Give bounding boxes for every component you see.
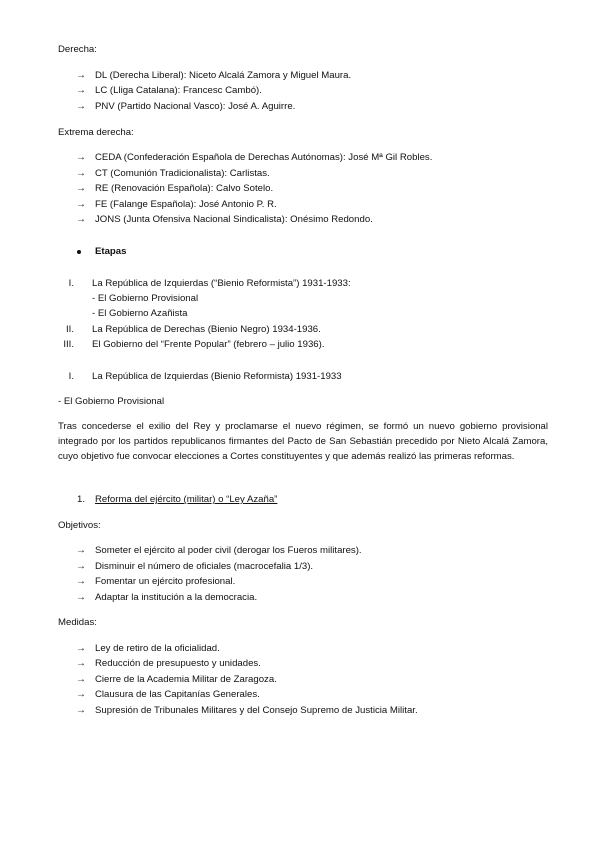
objetivo-item: Adaptar la institución a la democracia. bbox=[95, 592, 258, 603]
etapa-subitem: - El Gobierno Provisional bbox=[92, 293, 199, 304]
objetivo-item: Someter el ejército al poder civil (derogar los Fueros militares). bbox=[95, 545, 362, 556]
objetivos-heading: Objetivos: bbox=[58, 520, 101, 531]
extrema-derecha-item: CEDA (Confederación Española de Derechas Autónomas): José Mª Gil Robles. bbox=[95, 152, 433, 163]
section-numeral: I. bbox=[68, 371, 74, 382]
arrow-right-icon: → bbox=[76, 199, 86, 210]
medida-item: Ley de retiro de la oficialidad. bbox=[95, 643, 220, 654]
reforma-number: 1. bbox=[77, 494, 86, 505]
medida-item: Cierre de la Academia Militar de Zaragoza. bbox=[95, 674, 277, 685]
gobierno-provisional-paragraph: Tras concederse el exilio del Rey y proclamarse el nuevo régimen, se formó un nuevo gobierno provisional integrado por los partidos republicanos firmantes del Pacto de San Sebastián precedido por Nieto Alcalá Zamora, cuyo objetivo fue convocar elecciones a Cortes constituyentes y que además realizó las primeras reformas. bbox=[58, 421, 548, 462]
arrow-right-icon: → bbox=[76, 183, 86, 194]
arrow-right-icon: → bbox=[76, 214, 86, 225]
objetivo-item: Fomentar un ejército profesional. bbox=[95, 576, 236, 587]
arrow-right-icon: → bbox=[76, 101, 86, 112]
objetivo-item: Disminuir el número de oficiales (macrocefalia 1/3). bbox=[95, 561, 314, 572]
arrow-right-icon: → bbox=[76, 168, 86, 179]
derecha-item: LC (Lliga Catalana): Francesc Cambó). bbox=[95, 85, 262, 96]
bullet-dot-icon bbox=[77, 250, 81, 254]
arrow-right-icon: → bbox=[76, 674, 86, 685]
section-title: La República de Izquierdas (Bienio Reformista) 1931-1933 bbox=[92, 371, 342, 382]
extrema-derecha-item: JONS (Junta Ofensiva Nacional Sindicalista): Onésimo Redondo. bbox=[95, 214, 373, 225]
extrema-derecha-heading: Extrema derecha: bbox=[58, 127, 134, 138]
extrema-derecha-item: CT (Comunión Tradicionalista): Carlistas. bbox=[95, 168, 270, 179]
arrow-right-icon: → bbox=[76, 545, 86, 556]
arrow-right-icon: → bbox=[76, 85, 86, 96]
arrow-right-icon: → bbox=[76, 643, 86, 654]
extrema-derecha-item: FE (Falange Española): José Antonio P. R. bbox=[95, 199, 277, 210]
arrow-right-icon: → bbox=[76, 658, 86, 669]
arrow-right-icon: → bbox=[76, 70, 86, 81]
medida-item: Clausura de las Capitanías Generales. bbox=[95, 689, 260, 700]
arrow-right-icon: → bbox=[76, 705, 86, 716]
etapa-numeral: II. bbox=[66, 324, 74, 335]
reforma-title: Reforma del ejército (militar) o “Ley Azaña” bbox=[95, 494, 278, 505]
etapa-item: El Gobierno del “Frente Popular” (febrero – julio 1936). bbox=[92, 339, 325, 350]
medida-item: Supresión de Tribunales Militares y del Consejo Supremo de Justicia Militar. bbox=[95, 705, 418, 716]
extrema-derecha-item: RE (Renovación Española): Calvo Sotelo. bbox=[95, 183, 274, 194]
derecha-heading: Derecha: bbox=[58, 44, 97, 55]
etapas-heading: Etapas bbox=[95, 246, 127, 257]
arrow-right-icon: → bbox=[76, 576, 86, 587]
arrow-right-icon: → bbox=[76, 689, 86, 700]
medidas-heading: Medidas: bbox=[58, 617, 97, 628]
arrow-right-icon: → bbox=[76, 561, 86, 572]
derecha-item: PNV (Partido Nacional Vasco): José A. Aguirre. bbox=[95, 101, 296, 112]
etapa-item: La República de Izquierdas (“Bienio Reformista”) 1931-1933: bbox=[92, 278, 351, 289]
etapa-subitem: - El Gobierno Azañista bbox=[92, 308, 188, 319]
etapa-item: La República de Derechas (Bienio Negro) 1934-1936. bbox=[92, 324, 321, 335]
etapa-numeral: I. bbox=[68, 278, 74, 289]
derecha-item: DL (Derecha Liberal): Niceto Alcalá Zamora y Miguel Maura. bbox=[95, 70, 352, 81]
arrow-right-icon: → bbox=[76, 592, 86, 603]
arrow-right-icon: → bbox=[76, 152, 86, 163]
etapa-numeral: III. bbox=[63, 339, 74, 350]
medida-item: Reducción de presupuesto y unidades. bbox=[95, 658, 261, 669]
gobierno-provisional-heading: - El Gobierno Provisional bbox=[58, 396, 165, 407]
